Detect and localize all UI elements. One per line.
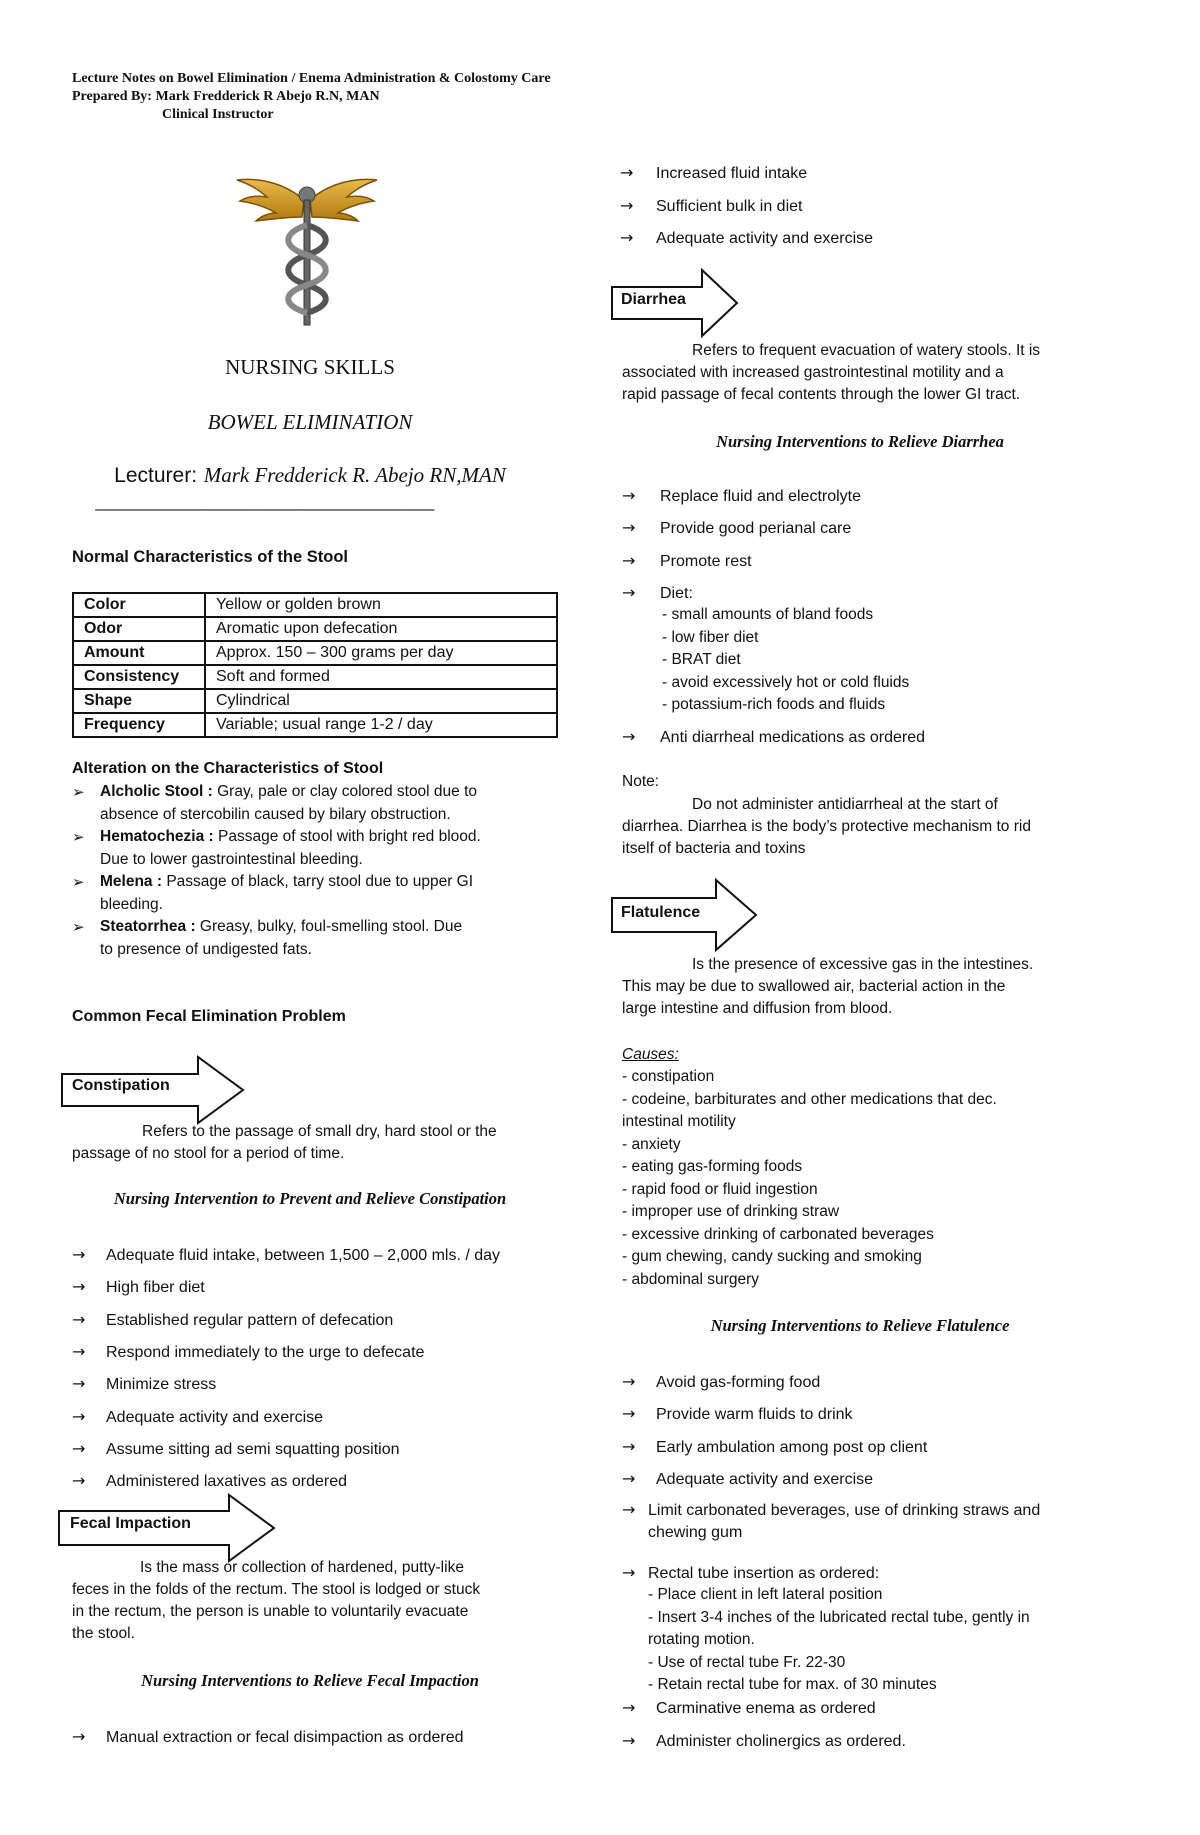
stool-table-row [73, 617, 557, 641]
intervention-item [620, 162, 807, 185]
arrow-icon: → [622, 1468, 636, 1488]
alteration-term: Melena : [100, 873, 163, 890]
fecal-def-3: in the rectum, the person is unable to voluntarily evacuate [72, 1603, 469, 1620]
list-item: - avoid excessively hot or cold fluids [662, 673, 910, 691]
arrow-icon: → [622, 1563, 636, 1582]
page-title: NURSING SKILLS [225, 355, 395, 379]
stool-property: Shape [73, 689, 205, 713]
bullet-arrow-icon: ➢ [72, 918, 85, 936]
constipation-callout [60, 1055, 245, 1125]
arrow-icon: → [622, 1404, 636, 1424]
intervention-text: Manual extraction or fecal disimpaction as ordered [106, 1729, 464, 1746]
stool-table [72, 592, 558, 738]
alteration-item [72, 826, 562, 871]
list-item: - potassium-rich foods and fluids [662, 696, 886, 713]
alteration-item [72, 916, 562, 961]
flatulence-def-1: Is the presence of excessive gas in the intestines. [692, 956, 1034, 973]
stool-table-row [73, 593, 557, 617]
intervention-text: Established regular pattern of defecation [106, 1311, 394, 1329]
alteration-desc: Passage of stool with bright red blood. [213, 828, 481, 845]
list-item: - Use of rectal tube Fr. 22-30 [648, 1653, 846, 1671]
intervention-text: Provide warm fluids to drink [656, 1406, 853, 1424]
intervention-item [72, 1244, 500, 1267]
arrow-icon: → [622, 518, 636, 538]
flatulence-def [622, 954, 1142, 1020]
intervention-item [620, 227, 873, 250]
list-item: - eating gas-forming foods [622, 1158, 803, 1175]
alteration-desc-cont: bleeding. [100, 895, 163, 913]
intervention-item [72, 1438, 399, 1461]
intervention-text: Assume sitting ad semi squatting position [106, 1440, 400, 1458]
intervention-text: Early ambulation among post op client [656, 1438, 928, 1456]
arrow-icon: → [72, 1727, 86, 1746]
alteration-desc-cont: absence of stercobilin caused by bilary obstruction. [100, 805, 451, 823]
flatulence-def-3: large intestine and diffusion from blood. [622, 1000, 893, 1017]
header-line-2: Prepared By: Mark Fredderick R Abejo R.N, MAN [72, 89, 380, 104]
intervention-text: Minimize stress [106, 1376, 217, 1394]
normal-heading: Normal Characteristics of the Stool [72, 548, 348, 566]
stool-table-row [73, 665, 557, 689]
note-1: Do not administer antidiarrheal at the start of [692, 796, 998, 813]
stool-property: Odor [73, 617, 205, 641]
flatulence-interv-heading: Nursing Interventions to Relieve Flatulence [710, 1316, 1010, 1335]
fecal-callout [57, 1493, 277, 1563]
intervention-item [622, 1436, 927, 1459]
intervention-text: Adequate fluid intake, between 1,500 – 2,000 mls. / day [106, 1247, 501, 1264]
alteration-desc-cont: to presence of undigested fats. [100, 940, 312, 958]
limit-line-1: Limit carbonated beverages, use of drinking straws and [648, 1502, 1041, 1519]
causes-list [622, 1066, 1142, 1291]
alteration-heading: Alteration on the Characteristics of Stool [72, 760, 384, 777]
intervention-text: Anti diarrheal medications as ordered [660, 729, 926, 746]
intervention-item [622, 726, 925, 749]
intervention-item [72, 1470, 347, 1493]
list-item: intestinal motility [622, 1113, 736, 1130]
rectal-sub-list [648, 1584, 1148, 1697]
diarrhea-def-3: rapid passage of fecal contents through the lower GI tract. [622, 386, 1021, 403]
alteration-term: Hematochezia : [100, 828, 214, 845]
stool-table-row [73, 689, 557, 713]
list-item: - BRAT diet [662, 651, 741, 668]
diet-list [662, 604, 1062, 717]
diarrhea-def-1: Refers to frequent evacuation of watery stools. It is [692, 342, 1041, 359]
list-item: - excessive drinking of carbonated beverages [622, 1225, 934, 1243]
intervention-text: High fiber diet [106, 1279, 205, 1297]
header-line-3: Clinical Instructor [162, 107, 274, 122]
list-item: - rapid food or fluid ingestion [622, 1180, 818, 1198]
stool-value: Approx. 150 – 300 grams per day [205, 641, 557, 665]
intervention-item [72, 1276, 205, 1299]
constipation-def-2: passage of no stool for a period of time. [72, 1145, 345, 1162]
arrow-icon: → [622, 582, 636, 602]
diarrhea-interv-heading: Nursing Interventions to Relieve Diarrhea [716, 432, 1004, 451]
arrow-icon: → [622, 486, 636, 505]
intervention-text: Provide good perianal care [660, 520, 852, 538]
title-rule: ________________________________________ [95, 492, 434, 511]
lecturer-label: Lecturer: [114, 464, 198, 487]
intervention-item [72, 1341, 424, 1364]
arrow-icon: → [72, 1374, 86, 1394]
bullet-arrow-icon: ➢ [72, 873, 85, 891]
stool-value: Cylindrical [205, 689, 557, 713]
list-item: - small amounts of bland foods [662, 606, 874, 623]
stool-property: Color [73, 593, 205, 617]
stool-property: Frequency [73, 713, 205, 737]
alteration-term: Steatorrhea : [100, 918, 196, 935]
arrow-icon: → [620, 195, 634, 215]
arrow-icon: → [622, 1500, 636, 1519]
stool-value: Yellow or golden brown [205, 593, 557, 617]
limit-line-2: chewing gum [648, 1524, 743, 1541]
fecal-def-2: feces in the folds of the rectum. The stool is lodged or stuck [72, 1581, 481, 1598]
common-heading: Common Fecal Elimination Problem [72, 1008, 346, 1025]
bullet-arrow-icon: ➢ [72, 783, 85, 801]
diarrhea-callout [610, 268, 740, 338]
diarrhea-note [622, 771, 1142, 860]
lecturer-line [70, 463, 550, 488]
list-item: rotating motion. [648, 1631, 755, 1648]
intervention-item [622, 550, 752, 573]
list-item: - Insert 3-4 inches of the lubricated rectal tube, gently in [648, 1608, 1030, 1626]
intervention-text: Replace fluid and electrolyte [660, 488, 862, 505]
intervention-text: Promote rest [660, 552, 752, 570]
fecal-interv-heading: Nursing Interventions to Relieve Fecal Impaction [141, 1671, 479, 1690]
fecal-def [72, 1557, 572, 1645]
diarrhea-label: Diarrhea [621, 291, 686, 308]
arrow-icon: → [72, 1471, 86, 1491]
arrow-icon: → [72, 1341, 86, 1361]
intervention-item [620, 195, 802, 218]
stool-property: Amount [73, 641, 205, 665]
note-2: diarrhea. Diarrhea is the body’s protective mechanism to rid [622, 818, 1031, 835]
alteration-list [72, 781, 562, 961]
diarrhea-def [622, 340, 1122, 406]
lecturer-name: Mark Fredderick R. Abejo RN,MAN [203, 463, 506, 487]
fecal-def-4: the stool. [72, 1625, 135, 1642]
list-item: - Retain rectal tube for max. of 30 minutes [648, 1676, 937, 1693]
doc-header [72, 70, 772, 124]
rectal-label: Rectal tube insertion as ordered: [648, 1565, 880, 1582]
list-item: - anxiety [622, 1135, 681, 1153]
causes-label: Causes: [622, 1046, 679, 1063]
alteration-desc: Passage of black, tarry stool due to upper GI [162, 873, 474, 890]
rectal-item [622, 1562, 879, 1585]
diarrhea-def-2: associated with increased gastrointestinal motility and a [622, 364, 1004, 381]
flatulence-def-2: This may be due to swallowed air, bacterial action in the [622, 978, 1006, 995]
list-item: - improper use of drinking straw [622, 1203, 840, 1220]
fecal-label: Fecal Impaction [70, 1515, 191, 1532]
stool-table-row [73, 713, 557, 737]
intervention-item [72, 1373, 216, 1396]
intervention-item [72, 1406, 323, 1429]
intervention-text: Avoid gas-forming food [656, 1374, 821, 1391]
note-label: Note: [622, 773, 660, 790]
list-item: - abdominal surgery [622, 1270, 759, 1288]
constipation-def [72, 1121, 572, 1165]
caduceus-logo [232, 155, 382, 330]
arrow-icon: → [72, 1406, 86, 1426]
arrow-icon: → [622, 550, 636, 570]
intervention-item [622, 517, 851, 540]
intervention-text: Adequate activity and exercise [656, 230, 874, 247]
intervention-text: Administer cholinergics as ordered. [656, 1732, 906, 1750]
arrow-icon: → [72, 1245, 86, 1264]
intervention-text: Administered laxatives as ordered [106, 1473, 348, 1491]
arrow-icon: → [72, 1309, 86, 1329]
alteration-desc: Gray, pale or clay colored stool due to [212, 783, 478, 800]
intervention-text: Adequate activity and exercise [106, 1408, 324, 1426]
intervention-text: Increased fluid intake [656, 165, 808, 182]
intervention-item [622, 1371, 820, 1394]
intervention-item [622, 1730, 906, 1753]
bullet-arrow-icon: ➢ [72, 828, 85, 846]
list-item: - constipation [622, 1068, 715, 1085]
intervention-item [622, 1468, 873, 1491]
stool-value: Aromatic upon defecation [205, 617, 557, 641]
stool-value: Soft and formed [205, 665, 557, 689]
stool-value: Variable; usual range 1-2 / day [205, 713, 557, 737]
list-item: - Place client in left lateral position [648, 1586, 883, 1603]
arrow-icon: → [72, 1277, 86, 1297]
intervention-text: Sufficient bulk in diet [656, 197, 803, 215]
intervention-item [622, 485, 861, 508]
intervention-text: Respond immediately to the urge to defecate [106, 1343, 425, 1361]
intervention-text: Adequate activity and exercise [656, 1470, 874, 1488]
intervention-item [72, 1309, 393, 1332]
arrow-icon: → [622, 1698, 636, 1717]
fecal-def-1: Is the mass or collection of hardened, putty-like [140, 1559, 464, 1576]
arrow-icon: → [622, 1372, 636, 1391]
intervention-item [622, 1403, 853, 1426]
alteration-item [72, 871, 562, 916]
list-item: - codeine, barbiturates and other medications that dec. [622, 1090, 997, 1108]
note-3: itself of bacteria and toxins [622, 840, 806, 857]
flatulence-callout [610, 878, 760, 953]
alteration-item [72, 781, 562, 826]
stool-property: Consistency [73, 665, 205, 689]
alteration-desc-cont: Due to lower gastrointestinal bleeding. [100, 850, 363, 868]
header-line-1: Lecture Notes on Bowel Elimination / Enema Administration & Colostomy Care [72, 71, 551, 86]
arrow-icon: → [620, 163, 634, 182]
alteration-term: Alcholic Stool : [100, 783, 213, 800]
list-item: - low fiber diet [662, 628, 759, 646]
flatulence-label: Flatulence [621, 904, 701, 921]
constipation-interv-heading: Nursing Intervention to Prevent and Relieve Constipation [113, 1189, 507, 1208]
arrow-icon: → [622, 1436, 636, 1456]
constipation-label: Constipation [72, 1077, 170, 1094]
limit-item [622, 1499, 1142, 1544]
list-item: - gum chewing, candy sucking and smoking [622, 1248, 922, 1265]
alteration-desc: Greasy, bulky, foul-smelling stool. Due [195, 918, 463, 935]
intervention-item [72, 1726, 464, 1749]
arrow-icon: → [622, 1730, 636, 1750]
stool-table-row [73, 641, 557, 665]
intervention-text: Diet: [660, 584, 693, 602]
page-subtitle: BOWEL ELIMINATION [207, 410, 413, 434]
arrow-icon: → [622, 727, 636, 746]
constipation-def-1: Refers to the passage of small dry, hard stool or the [142, 1123, 497, 1140]
intervention-item [622, 582, 693, 605]
arrow-icon: → [620, 228, 634, 247]
intervention-text: Carminative enema as ordered [656, 1700, 876, 1717]
intervention-item [622, 1697, 876, 1720]
arrow-icon: → [72, 1438, 86, 1458]
